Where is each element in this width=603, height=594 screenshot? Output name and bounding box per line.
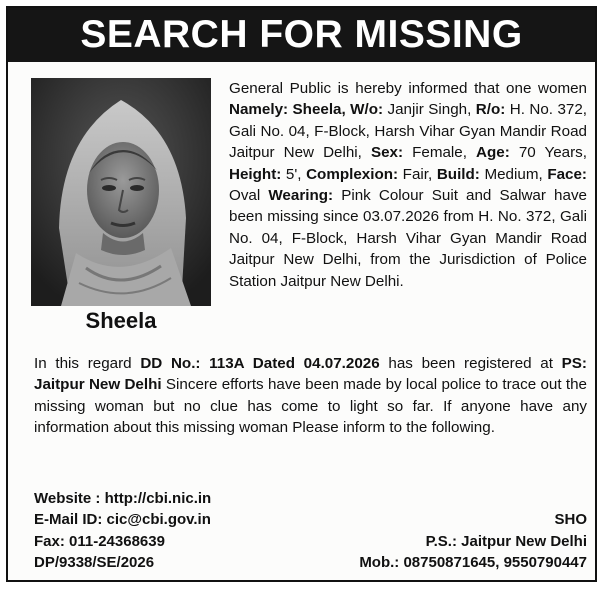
intro-text: General Public is hereby informed that one women (229, 80, 587, 97)
face-value: Oval (229, 187, 269, 205)
age-label: Age: (476, 144, 510, 162)
footer-row-1 (34, 488, 587, 509)
photo-caption: Sheela (85, 308, 157, 333)
regard-text: In this regard (34, 355, 141, 372)
appeal-text: Sincere efforts have been made by local police to trace out the missing woman but no clue has come to light so far. If anyone have any information about this missing woman Please inform to the following. (34, 376, 587, 437)
footer-police-station: P.S.: Jaitpur New Delhi (425, 532, 587, 550)
footer-row-2 (34, 509, 587, 530)
email-link[interactable]: E-Mail ID: cic@cbi.gov.in (34, 511, 211, 529)
mobile-numbers: Mob.: 08750871645, 9550790447 (359, 554, 587, 572)
case-registration-paragraph (34, 353, 587, 439)
police-station: PS: Jaitpur New Delhi (34, 355, 587, 394)
husband-name: Janjir Singh, (383, 101, 476, 119)
missing-person-notice (6, 6, 597, 582)
registered-text: has been registered at (379, 355, 562, 372)
age-value: 70 Years, (509, 144, 587, 162)
height-value: 5', (281, 165, 307, 183)
resident-of-label: R/o: (475, 101, 506, 119)
reference-number: DP/9338/SE/2026 (34, 554, 155, 572)
fax-number: Fax: 011-24368639 (34, 532, 165, 550)
namely-label: Namely: Sheela, W/o: (229, 101, 384, 119)
portrait-image (31, 78, 211, 306)
sex-label: Sex: (370, 144, 404, 162)
sex-value: Female, (403, 144, 477, 162)
sho-title: SHO (554, 511, 587, 529)
footer-row-4 (34, 552, 587, 573)
address-text: H. No. 372, Gali No. 04, F-Block, Harsh Vihar Gyan Mandir Road Jaitpur New Delhi, (229, 101, 588, 162)
wearing-label: Wearing: (268, 187, 334, 205)
build-label: Build: (436, 165, 480, 183)
complexion-label: Complexion: (306, 165, 399, 183)
contact-footer (34, 488, 587, 574)
height-label: Height: (229, 165, 282, 183)
build-value: Medium, (479, 165, 548, 183)
dd-number: DD No.: 113A Dated 04.07.2026 (140, 355, 380, 372)
wearing-value: Pink Colour Suit and Salwar have been missing since 03.07.2026 from H. No. 372, Gali No. 04, F-Block, Harsh Vihar Gyan Mandir Road Jaitpur New Delhi, from the Jurisdiction of Police Station Jaitpur New Delhi. (229, 187, 587, 290)
missing-person-description (229, 78, 587, 292)
website-link[interactable]: Website : http://cbi.nic.in (34, 490, 212, 507)
complexion-value: Fair, (398, 165, 437, 183)
missing-person-photo (31, 78, 211, 306)
footer-row-3 (34, 531, 587, 552)
notice-heading: SEARCH FOR MISSING (8, 8, 595, 62)
face-label: Face: (547, 165, 587, 183)
